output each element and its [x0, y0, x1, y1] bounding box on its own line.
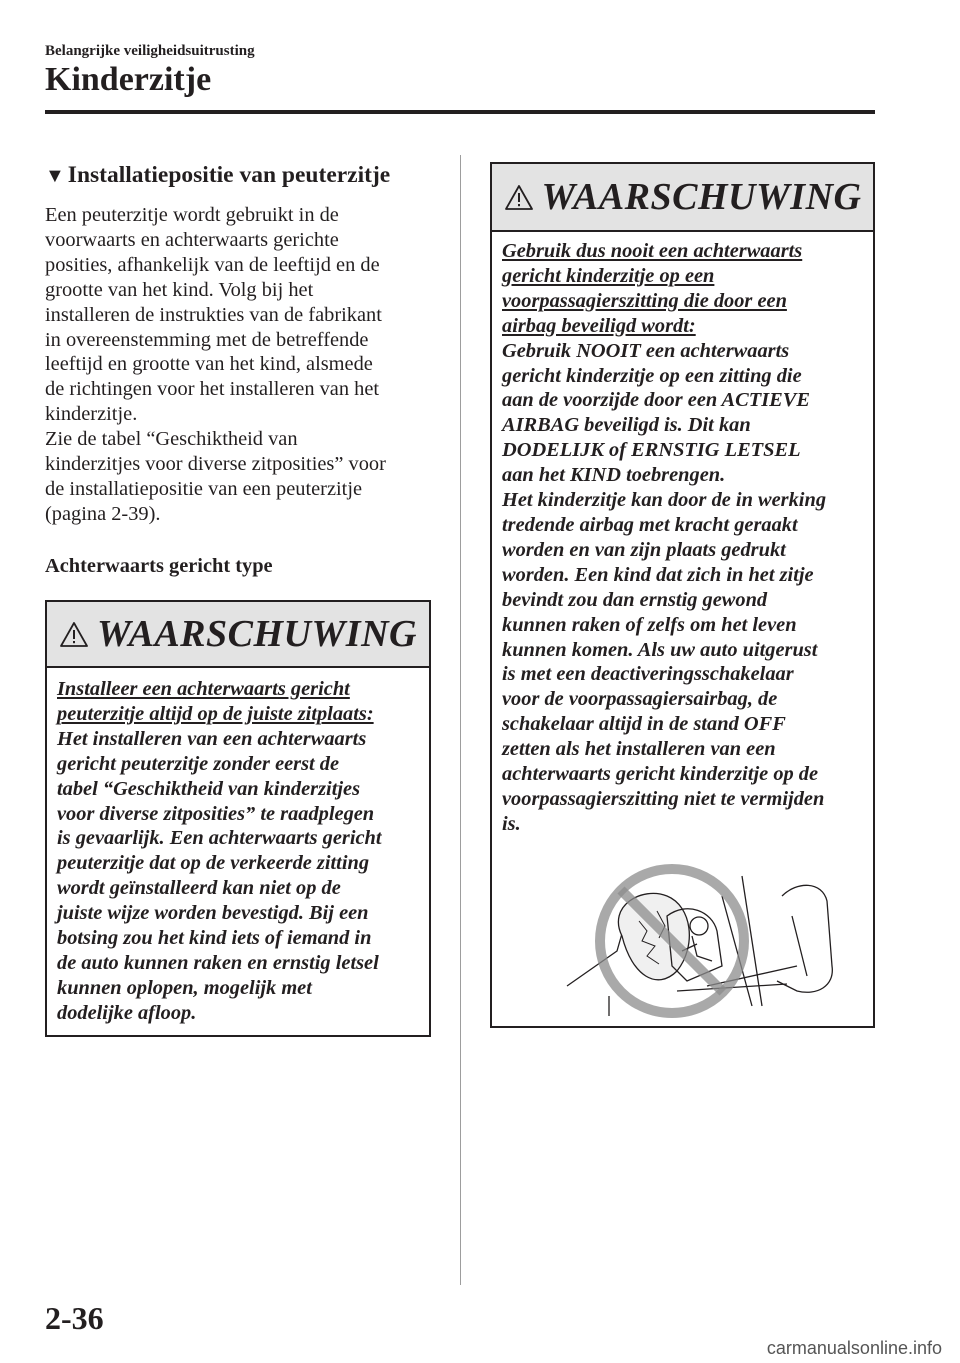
warning-line: kunnen raken of zelfs om het leven — [502, 613, 797, 636]
warning-title: WAARSCHUWING — [97, 613, 417, 655]
left-column — [45, 158, 435, 578]
paragraph-line: Zie de tabel “Geschiktheid van — [45, 428, 298, 451]
warning-line: botsing zou het kind iets of iemand in — [57, 927, 372, 950]
subhead-text: Installatiepositie van peuterzitje — [67, 162, 391, 188]
paragraph-line: installeren de instrukties van de fabrikant — [45, 303, 382, 326]
warning-line: tredende airbag met kracht geraakt — [502, 513, 798, 536]
warning-line: aan de voorzijde door een ACTIEVE — [502, 389, 810, 412]
paragraph-line: de richtingen voor het installeren van het — [45, 378, 380, 401]
warning-box-right — [490, 162, 875, 1028]
warning-underlined-line: Gebruik dus nooit een achterwaarts — [502, 240, 803, 262]
warning-line: worden. Een kind dat zich in het zitje — [502, 563, 814, 586]
chapter-title: Kinderzitje — [45, 61, 212, 98]
warning-title: WAARSCHUWING — [541, 176, 862, 218]
warning-line: aan het KIND toebrengen. — [502, 464, 726, 487]
warning-line: peuterzitje dat op de verkeerde zitting — [57, 852, 370, 875]
warning-line: dodelijke afloop. — [57, 1001, 197, 1024]
paragraph-line: kinderzitje. — [45, 403, 138, 426]
warning-underlined-line: gericht kinderzitje op een — [502, 264, 715, 287]
warning-line: kunnen oplopen, mogelijk met — [57, 976, 312, 999]
intro-paragraph — [45, 203, 435, 527]
paragraph-line: Een peuterzitje wordt gebruikt in de — [45, 204, 339, 226]
warning-line: Het installeren van een achterwaarts — [57, 727, 367, 750]
warning-line: Gebruik NOOIT een achterwaarts — [502, 339, 790, 362]
warning-triangle-icon — [59, 621, 89, 648]
section-label: Belangrijke veiligheidsuitrusting — [45, 43, 255, 59]
warning-line: de auto kunnen raken en ernstig letsel — [57, 951, 379, 974]
warning-underlined-line: Installeer een achterwaarts gericht — [57, 678, 350, 700]
warning-line: voorpassagierszitting niet te vermijden — [502, 787, 825, 810]
warning-line: zetten als het installeren van een — [502, 738, 776, 761]
warning-line: gericht kinderzitje op een zitting die — [502, 364, 802, 387]
page-number: 2-36 — [45, 1300, 104, 1336]
paragraph-line: posities, afhankelijk van de leeftijd en de — [45, 253, 380, 276]
warning-line: kunnen komen. Als uw auto uitgerust — [502, 638, 818, 661]
triangle-bullet-icon: ▼ — [45, 165, 65, 187]
warning-line: gericht peuterzitje zonder eerst de — [57, 752, 340, 775]
warning-line: wordt geïnstalleerd kan niet op de — [57, 877, 341, 900]
paragraph-line: voorwaarts en achterwaarts gerichte — [45, 228, 339, 251]
warning-header — [47, 602, 429, 668]
header-rule — [45, 110, 875, 114]
paragraph-line: leeftijd en grootte van het kind, alsmede — [45, 353, 373, 376]
warning-underlined-line: peuterzitje altijd op de juiste zitplaats: — [57, 702, 374, 725]
warning-line: schakelaar altijd in de stand OFF — [502, 713, 786, 736]
warning-body — [47, 668, 429, 1026]
warning-underlined-line: voorpassagierszitting die door een — [502, 289, 787, 312]
warning-line: is met een deactiveringsschakelaar — [502, 663, 794, 686]
warning-line: voor diverse zitposities” te raadplegen — [57, 802, 375, 825]
warning-line: tabel “Geschiktheid van kinderzitjes — [57, 777, 361, 800]
warning-triangle-icon — [504, 184, 534, 211]
warning-line: DODELIJK of ERNSTIG LETSEL — [502, 439, 801, 462]
subhead — [45, 158, 435, 193]
type-heading: Achterwaarts gericht type — [45, 554, 273, 577]
warning-line: is. — [502, 812, 521, 835]
warning-line: juiste wijze worden bevestigd. Bij een — [57, 902, 369, 925]
airbag-child-seat-illustration — [547, 856, 877, 1026]
warning-line: Het kinderzitje kan door de in werking — [502, 489, 827, 512]
watermark: carmanualsonline.info — [766, 1338, 942, 1358]
warning-line: AIRBAG beveiligd is. Dit kan — [502, 414, 751, 437]
paragraph-line: de installatiepositie van een peuterzitje — [45, 477, 363, 500]
warning-line: bevindt zou dan ernstig gewond — [502, 588, 768, 611]
warning-underlined-line: airbag beveiligd wordt: — [502, 314, 696, 337]
paragraph-line: in overeenstemming met de betreffende — [45, 328, 369, 351]
warning-line: voor de voorpassagiersairbag, de — [502, 688, 778, 711]
warning-line: is gevaarlijk. Een achterwaarts gericht — [57, 827, 382, 850]
column-divider — [460, 155, 461, 1285]
paragraph-line: (pagina 2-39). — [45, 502, 161, 525]
warning-box-left — [45, 600, 431, 1037]
warning-line: achterwaarts gericht kinderzitje op de — [502, 763, 819, 786]
paragraph-line: kinderzitjes voor diverse zitposities” voor — [45, 453, 386, 476]
warning-body — [492, 232, 873, 837]
warning-header — [492, 164, 873, 232]
warning-line: worden en van zijn plaats gedrukt — [502, 538, 786, 561]
paragraph-line: grootte van het kind. Volg bij het — [45, 278, 314, 301]
